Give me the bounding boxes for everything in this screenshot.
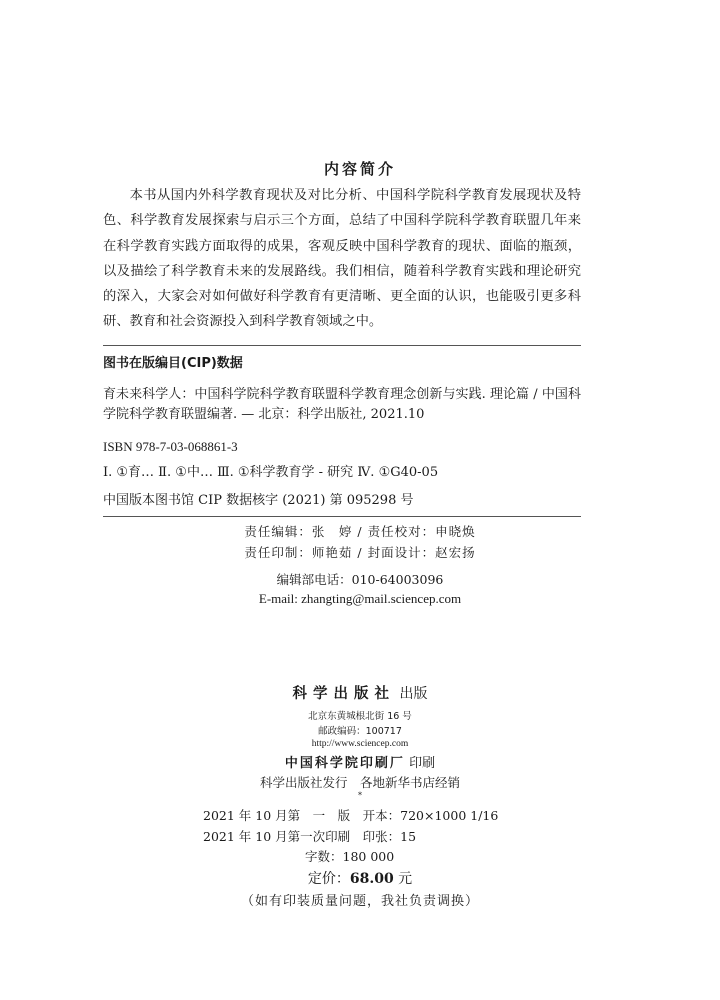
- spec-printing: 2021 年 10 月第一次印刷 印张：15: [203, 829, 417, 844]
- spec-wordcount: 字数：180 000: [305, 849, 395, 864]
- cip-isbn: ISBN 978-7-03-068861-3: [103, 439, 238, 454]
- cip-classification: Ⅰ. ①育… Ⅱ. ①中… Ⅲ. ①科学教育学 - 研究 Ⅳ. ①G40-05: [103, 465, 439, 480]
- credits-editor-proofreader: 责任编辑：张 婷 / 责任校对：申晓焕: [244, 524, 476, 539]
- cip-bottom-divider: [103, 516, 581, 517]
- quality-note: （如有印装质量问题，我社负责调换）: [240, 894, 479, 909]
- star-mark: *: [358, 791, 362, 800]
- price-unit: 元: [398, 871, 413, 887]
- price-line: [0, 868, 720, 888]
- cip-book-description: 育未来科学人：中国科学院科学教育联盟科学教育理念创新与实践. 理论篇 / 中国科学院科学教育联盟编著. — 北京：科学出版社, 2021.10: [103, 387, 581, 422]
- printer-line: [0, 752, 720, 771]
- summary-title: 内容简介: [323, 160, 396, 178]
- cip-title: 图书在版编目(CIP)数据: [103, 356, 243, 371]
- publisher-url: http://www.sciencep.com: [311, 739, 409, 749]
- credits-printing-cover: 责任印制：师艳茹 / 封面设计：赵宏扬: [244, 545, 476, 560]
- publisher-suffix: 出版: [399, 686, 428, 702]
- publisher-address: 北京东黄城根北街 16 号: [308, 711, 412, 722]
- editorial-phone: 编辑部电话：010-64003096: [276, 572, 444, 587]
- cip-verification: 中国版本图书馆 CIP 数据核字 (2021) 第 095298 号: [103, 493, 414, 508]
- price-label: 定价：: [307, 871, 350, 887]
- publisher-postcode: 邮政编码：100717: [318, 726, 402, 737]
- printer-suffix: 印刷: [409, 756, 436, 771]
- spec-edition: 2021 年 10 月第 一 版 开本：720×1000 1/16: [203, 808, 499, 823]
- price-value: 68.00: [349, 871, 394, 887]
- cip-top-divider: [103, 345, 581, 346]
- distribution-line: 科学出版社发行 各地新华书店经销: [259, 775, 460, 790]
- printer-name: 中国科学院印刷厂: [284, 756, 405, 771]
- summary-body: [103, 183, 581, 335]
- editorial-email: E-mail: zhangting@mail.sciencep.com: [258, 591, 462, 606]
- publisher-name: 科学出版社: [292, 685, 396, 702]
- summary-paragraph: 本书从国内外科学教育现状及对比分析、中国科学院科学教育发展现状及特色、科学教育发展探索与启示三个方面，总结了中国科学院科学教育联盟几年来在科学教育实践方面取得的成果，客观反映中国科学教育的现状、面临的瓶颈，以及描绘了科学教育未来的发展路线。我们相信，随着科学教育实践和理论研究的深入，大家会对如何做好科学教育有更清晰、更全面的认识，也能吸引更多科研、教育和社会资源投入到科学教育领域之中。: [103, 188, 581, 330]
- publisher-line: [0, 682, 720, 703]
